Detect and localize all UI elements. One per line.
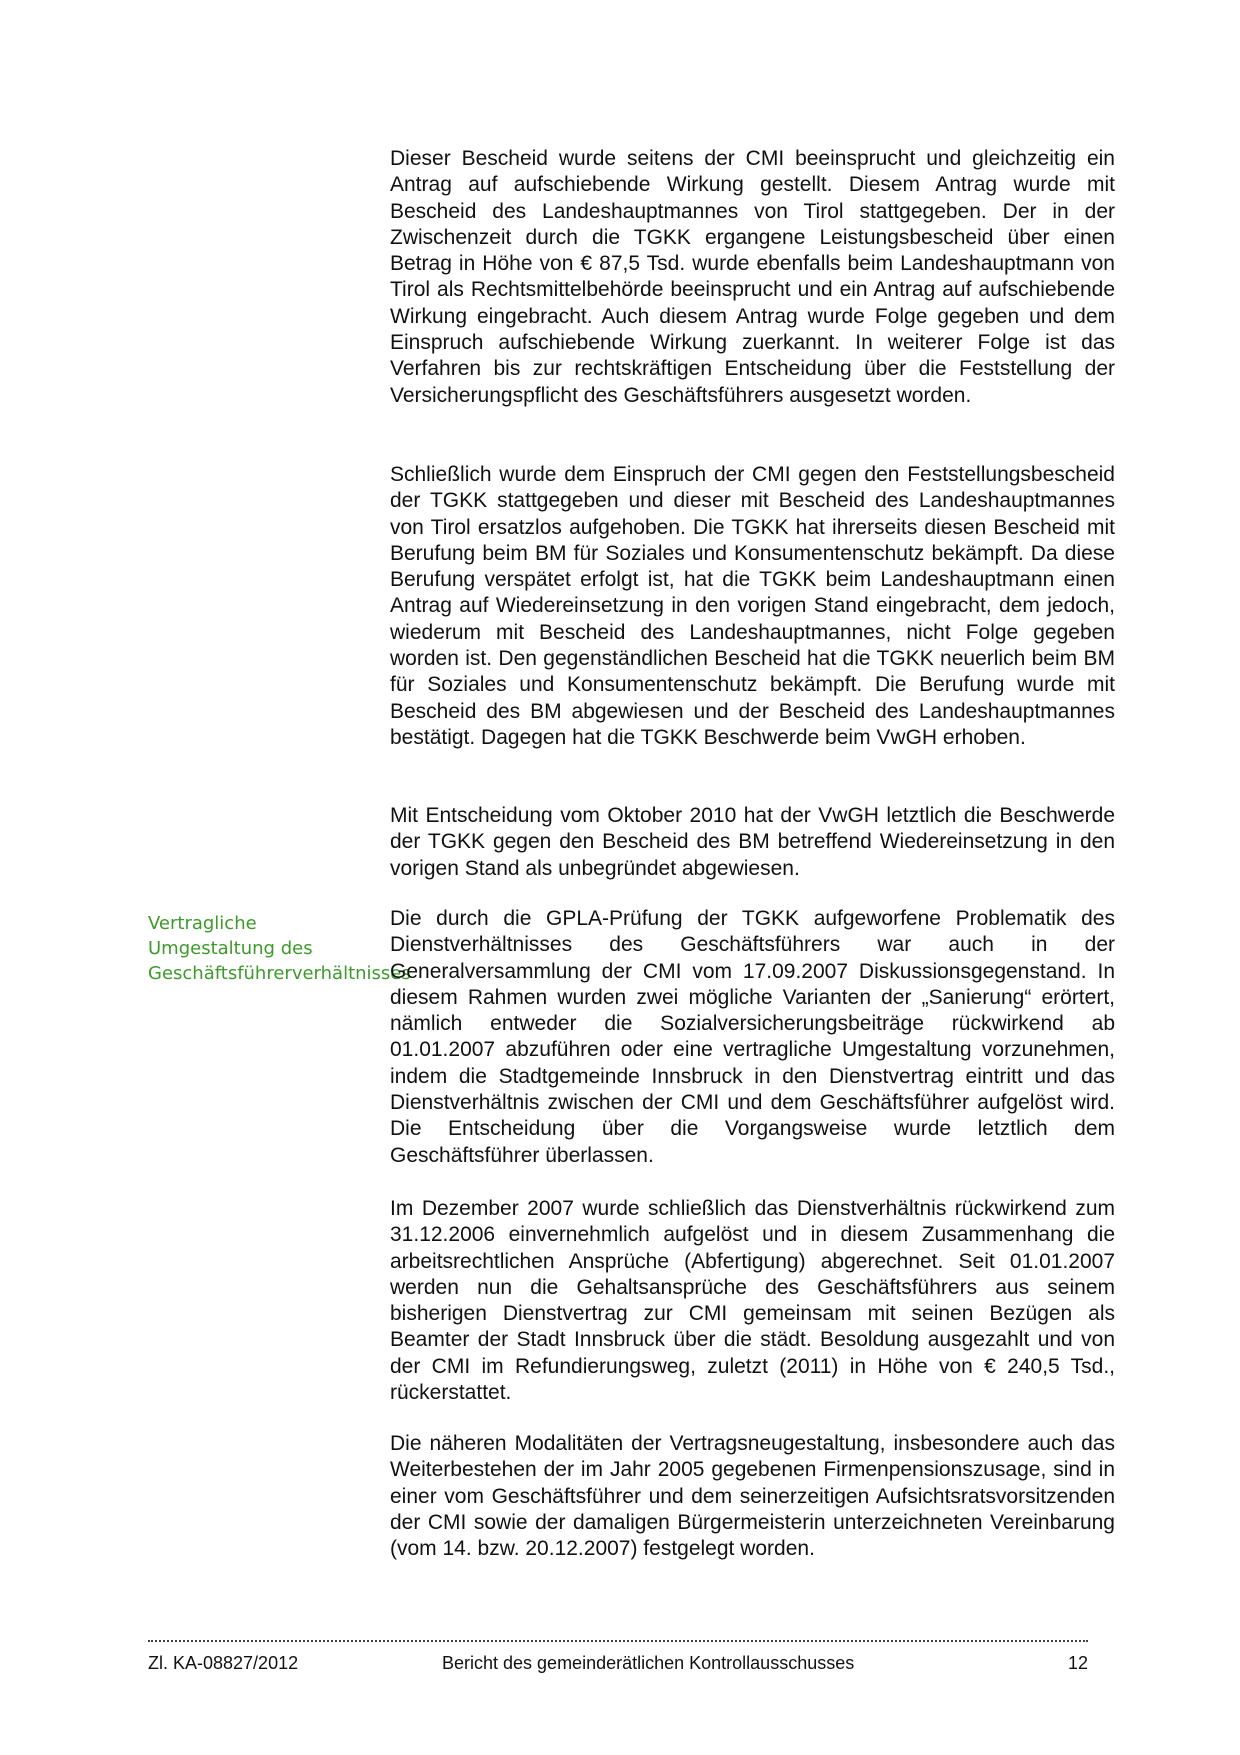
paragraph-vertragsneugestaltung: Die näheren Modalitäten der Vertragsneugestaltung, insbesondere auch das Weiterbestehen der im Jahr 2005 gegebenen Firmenpensionszusage, sind in einer vom Geschäftsführer und dem seinerzeitigen Aufsichtsratsvorsitzenden der CMI sowie der damaligen Bürgermeisterin unterzeichneten Vereinbarung (vom 14. bzw. 20.12.2007) festgelegt worden. [390,1432,1115,1561]
footer-divider [148,1640,1088,1642]
paragraph-vwgh-entscheidung: Mit Entscheidung vom Oktober 2010 hat der VwGH letztlich die Beschwerde der TGKK gegen den Bescheid des BM betreffend Wiedereinsetzung in den vorigen Stand als unbegründet abgewiesen. [390,804,1115,880]
page-number: 12 [1067,1653,1088,1673]
footer-title: Bericht des gemeinderätlichen Kontrollausschusses [442,1653,855,1673]
paragraph-bescheid-einspruch: Dieser Bescheid wurde seitens der CMI beeinsprucht und gleichzeitig ein Antrag auf aufschiebende Wirkung gestellt. Diesem Antrag wurde mit Bescheid des Landeshauptmannes von Tirol stattgegeben. Der in der Zwischenzeit durch die TGKK ergangene Leistungsbescheid über einen Betrag in Höhe von € 87,5 Tsd. wurde ebenfalls beim Landeshauptmann von Tirol als Rechtsmittelbehörde beeinsprucht und ein Antrag auf aufschiebende Wirkung eingebracht. Auch diesem Antrag wurde Folge gegeben und dem Einspruch aufschiebende Wirkung zuerkannt. In weiterer Folge ist das Verfahren bis zur rechtskräftigen Entscheidung über die Feststellung der Versicherungspflicht des Geschäftsführers ausgesetzt worden. [390,147,1115,407]
margin-note-vertragliche-umgestaltung: Vertragliche Umgestaltung des Geschäftsführerverhältnisses [148,913,411,984]
footer-reference: Zl. KA-08827/2012 [148,1653,299,1673]
paragraph-feststellungsbescheid: Schließlich wurde dem Einspruch der CMI gegen den Feststellungsbescheid der TGKK stattgegeben und dieser mit Bescheid des Landeshauptmannes von Tirol ersatzlos aufgehoben. Die TGKK hat ihrerseits diesen Bescheid mit Berufung beim BM für Soziales und Konsumentenschutz bekämpft. Da diese Berufung verspätet erfolgt ist, hat die TGKK beim Landeshauptmann einen Antrag auf Wiedereinsetzung in den vorigen Stand eingebracht, dem jedoch, wiederum mit Bescheid des Landeshauptmannes, nicht Folge gegeben worden ist. Den gegenständlichen Bescheid hat die TGKK neuerlich beim BM für Soziales und Konsumentenschutz bekämpft. Die Berufung wurde mit Bescheid des BM abgewiesen und der Bescheid des Landeshauptmannes bestätigt. Dagegen hat die TGKK Beschwerde beim VwGH erhoben. [390,463,1115,749]
paragraph-gpla-pruefung: Die durch die GPLA-Prüfung der TGKK aufgeworfene Problematik des Dienstverhältnisses des Geschäftsführers war auch in der Generalversammlung der CMI vom 17.09.2007 Diskussionsgegenstand. In diesem Rahmen wurden zwei mögliche Varianten der „Sanierung“ erörtert, nämlich entweder die Sozialversicherungsbeiträge rückwirkend ab 01.01.2007 abzuführen oder eine vertragliche Umgestaltung vorzunehmen, indem die Stadtgemeinde Innsbruck in den Dienstvertrag eintritt und das Dienstverhältnis zwischen der CMI und dem Geschäftsführer aufgelöst wird. Die Entscheidung über die Vorgangsweise wurde letztlich dem Geschäftsführer überlassen. [390,907,1115,1167]
paragraph-dienstverhaeltnis-aufloesung: Im Dezember 2007 wurde schließlich das Dienstverhältnis rückwirkend zum 31.12.2006 einvernehmlich aufgelöst und in diesem Zusammenhang die arbeitsrechtlichen Ansprüche (Abfertigung) abgerechnet. Seit 01.01.2007 werden nun die Gehaltsansprüche des Geschäftsführers aus seinem bisherigen Dienstvertrag zur CMI gemeinsam mit seinen Bezügen als Beamter der Stadt Innsbruck über die städt. Besoldung ausgezahlt und von der CMI im Refundierungsweg, zuletzt (2011) in Höhe von € 240,5 Tsd., rückerstattet. [390,1197,1115,1405]
